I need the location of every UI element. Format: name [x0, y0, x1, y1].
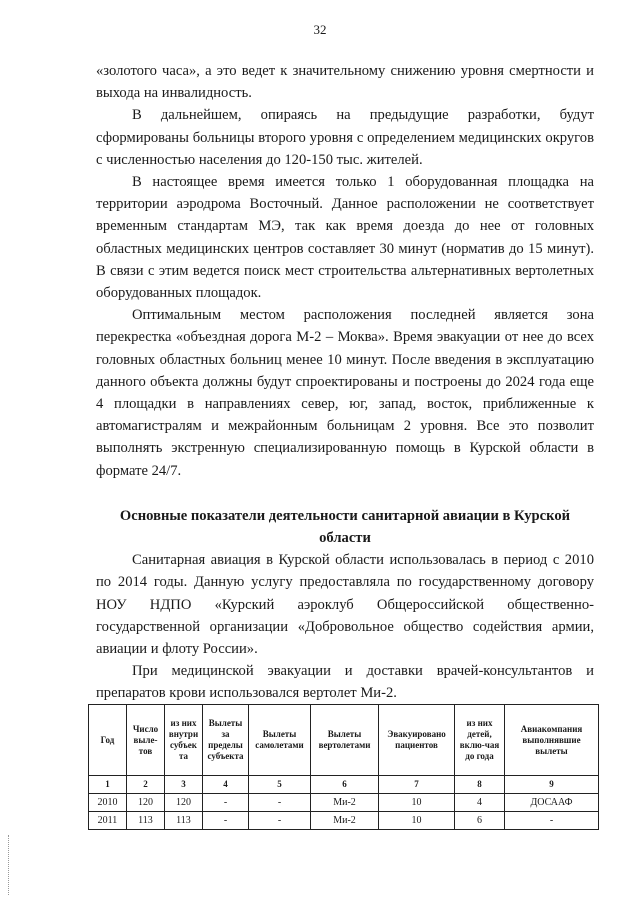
table-cell: 120	[165, 794, 203, 812]
paragraph: Санитарная авиация в Курской области использовалась в период с 2010 по 2014 годы. Данную услугу предоставляла по государственному договору НОУ НДПО «Курский аэроклуб Общероссийской общественно-государственной организации «Добровольное общество содействия армии, авиации и флоту России».	[96, 552, 594, 658]
column-number: 9	[505, 776, 599, 794]
column-number-row	[89, 776, 599, 794]
paragraph: В дальнейшем, опираясь на предыдущие разработки, будут сформированы больницы второго уровня с определением медицинских округов с численностью населения до 120-150 тыс. жителей.	[96, 107, 594, 168]
column-number: 1	[89, 776, 127, 794]
aviation-stats-table	[88, 704, 599, 830]
paragraph-continuation: «золотого часа», а это ведет к значительному снижению уровня смертности и выхода на инвалидность.	[96, 63, 594, 102]
table-cell: 120	[127, 794, 165, 812]
column-header: из них детей, вклю-чая до года	[455, 705, 505, 776]
table-cell: 4	[455, 794, 505, 812]
column-header: из них внутри субъек та	[165, 705, 203, 776]
table-cell: 10	[379, 812, 455, 830]
column-header: Эвакуировано пациентов	[379, 705, 455, 776]
table-cell: Ми-2	[311, 812, 379, 830]
table-cell: 113	[165, 812, 203, 830]
column-number: 7	[379, 776, 455, 794]
section-heading: Основные показатели деятельности санитарной авиации в Курской области	[119, 507, 571, 547]
table-cell: -	[203, 794, 249, 812]
table-cell: Ми-2	[311, 794, 379, 812]
paragraph: При медицинской эвакуации и доставки врачей-консультантов и препаратов крови использовался вертолет Ми-2.	[96, 663, 594, 702]
table-cell: -	[249, 812, 311, 830]
column-header: Вылеты самолетами	[249, 705, 311, 776]
column-header: Авиакомпания выполнявшие вылеты	[505, 705, 599, 776]
column-number: 2	[127, 776, 165, 794]
scan-margin-mark	[8, 835, 13, 895]
column-number: 4	[203, 776, 249, 794]
table-cell: 2010	[89, 794, 127, 812]
table-cell: 6	[455, 812, 505, 830]
column-header: Вылеты за пределы субъекта	[203, 705, 249, 776]
table-row	[89, 794, 599, 812]
table-cell: -	[203, 812, 249, 830]
column-header: Вылеты вертолетами	[311, 705, 379, 776]
table-cell: 113	[127, 812, 165, 830]
column-header: Год	[89, 705, 127, 776]
table-cell: -	[249, 794, 311, 812]
paragraph: В настоящее время имеется только 1 оборудованная площадка на территории аэродрома Восточный. Данное расположении не соответствует временным стандартам МЭ, так как время доезда до нее от головных областных медицинских центров составляет 30 минут (норматив до 15 минут). В связи с этим ведется поиск мест строительства альтернативных вертолетных оборудованных площадок.	[96, 174, 594, 302]
column-number: 3	[165, 776, 203, 794]
table-cell: 10	[379, 794, 455, 812]
column-number: 5	[249, 776, 311, 794]
column-number: 8	[455, 776, 505, 794]
document-body	[96, 60, 594, 705]
page-number: 32	[313, 22, 327, 37]
table-row	[89, 812, 599, 830]
table-cell: 2011	[89, 812, 127, 830]
table-cell: ДОСААФ	[505, 794, 599, 812]
table-cell: -	[505, 812, 599, 830]
table-header-row	[89, 705, 599, 776]
column-header: Число выле-тов	[127, 705, 165, 776]
column-number: 6	[311, 776, 379, 794]
paragraph: Оптимальным местом расположения последней является зона перекрестка «объездная дорога М-2 – Моква». Время эвакуации от нее до всех головных областных больниц менее 10 минут. После введения в эксплуатацию данного объекта должны будут спроектированы и построены до 2024 года еще 4 площадки в направлениях север, юг, запад, восток, приближенные к автомагистралям и межрайонным больницам 2 уровня. Все это позволит выполнять экстренную специализированную помощь в Курской области в формате 24/7.	[96, 307, 594, 479]
